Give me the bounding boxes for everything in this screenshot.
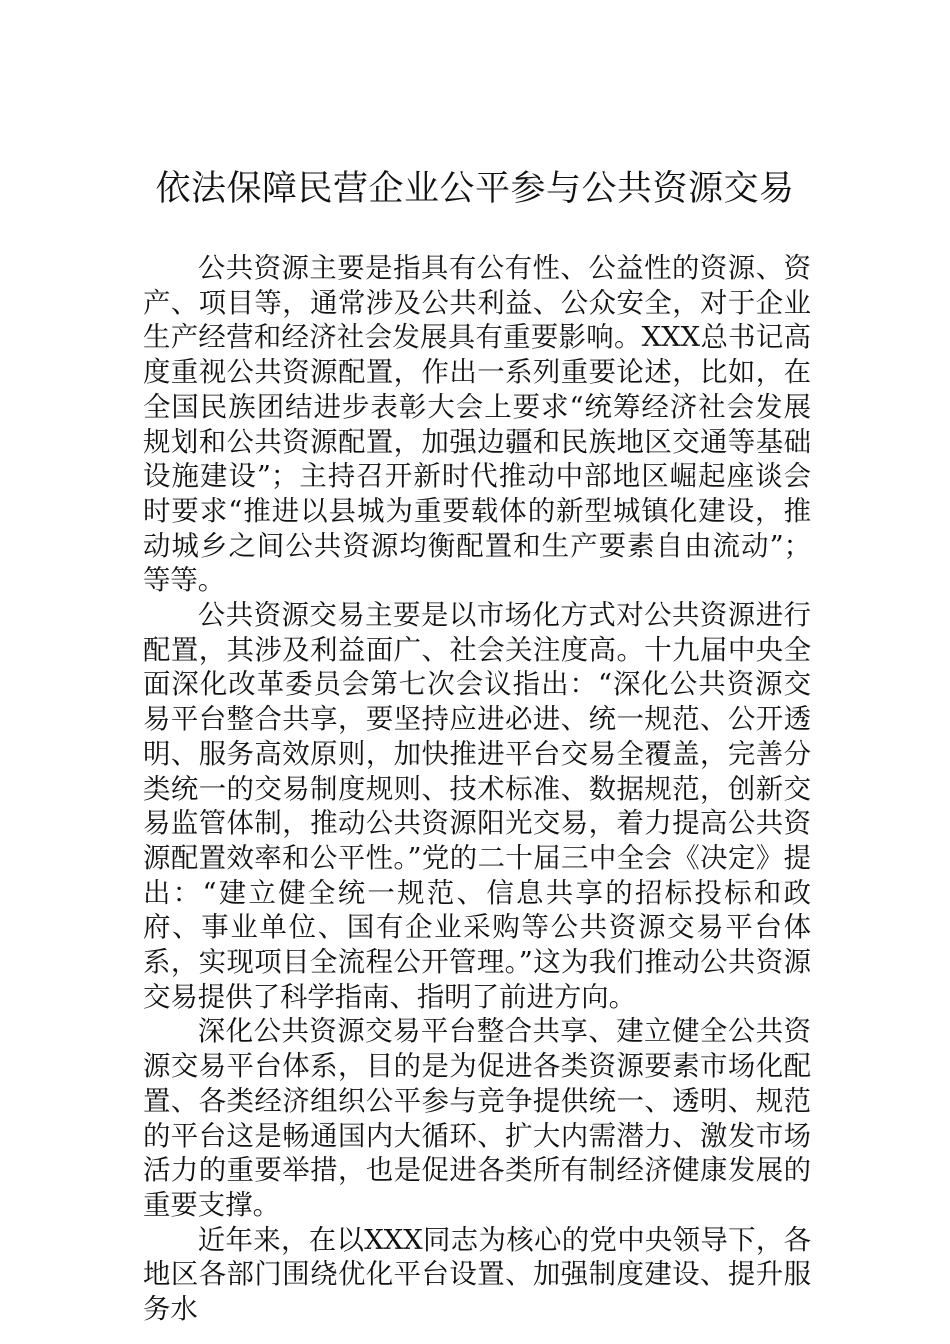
paragraph-2: 公共资源交易主要是以市场化方式对公共资源进行配置，其涉及利益面广、社会关注度高。十九届中央全面深化改革委员会第七次会议指出：“深化公共资源交易平台整合共享，要坚持应进必进、统一规范、公开透明、服务高效原则，加快推进平台交易全覆盖，完善分类统一的交易制度规则、技术标准、数据规范，创新交易监管体制，推动公共资源阳光交易，着力提高公共资源配置效率和公平性。”党的二十届三中全会《决定》提出：“建立健全统一规范、信息共享的招标投标和政府、事业单位、国有企业采购等公共资源交易平台体系，实现项目全流程公开管理。”这为我们推动公共资源交易提供了科学指南、指明了前进方向。 bbox=[143, 600, 811, 1013]
paragraph-1: 公共资源主要是指具有公有性、公益性的资源、资产、项目等，通常涉及公共利益、公众安全，对于企业生产经营和经济社会发展具有重要影响。XXX总书记高度重视公共资源配置，作出一系列重要论述，比如，在全国民族团结进步表彰大会上要求“统筹经济社会发展规划和公共资源配置，加强边疆和民族地区交通等基础设施建设”；主持召开新时代推动中部地区崛起座谈会时要求“推进以县城为重要载体的新型城镇化建设，推动城乡之间公共资源均衡配置和生产要素自由流动”；等等。 bbox=[143, 253, 811, 597]
document-body bbox=[143, 252, 811, 1328]
paragraph-4: 近年来，在以XXX同志为核心的党中央领导下，各地区各部门围绕优化平台设置、加强制度建设、提升服务水 bbox=[143, 1224, 811, 1326]
document-title: 依法保障民营企业公平参与公共资源交易 bbox=[155, 169, 795, 209]
paragraph-3: 深化公共资源交易平台整合共享、建立健全公共资源交易平台体系，目的是为促进各类资源要素市场化配置、各类经济组织公平参与竞争提供统一、透明、规范的平台这是畅通国内大循环、扩大内需潜力、激发市场活力的重要举措，也是促进各类所有制经济健康发展的重要支撑。 bbox=[143, 1016, 811, 1221]
